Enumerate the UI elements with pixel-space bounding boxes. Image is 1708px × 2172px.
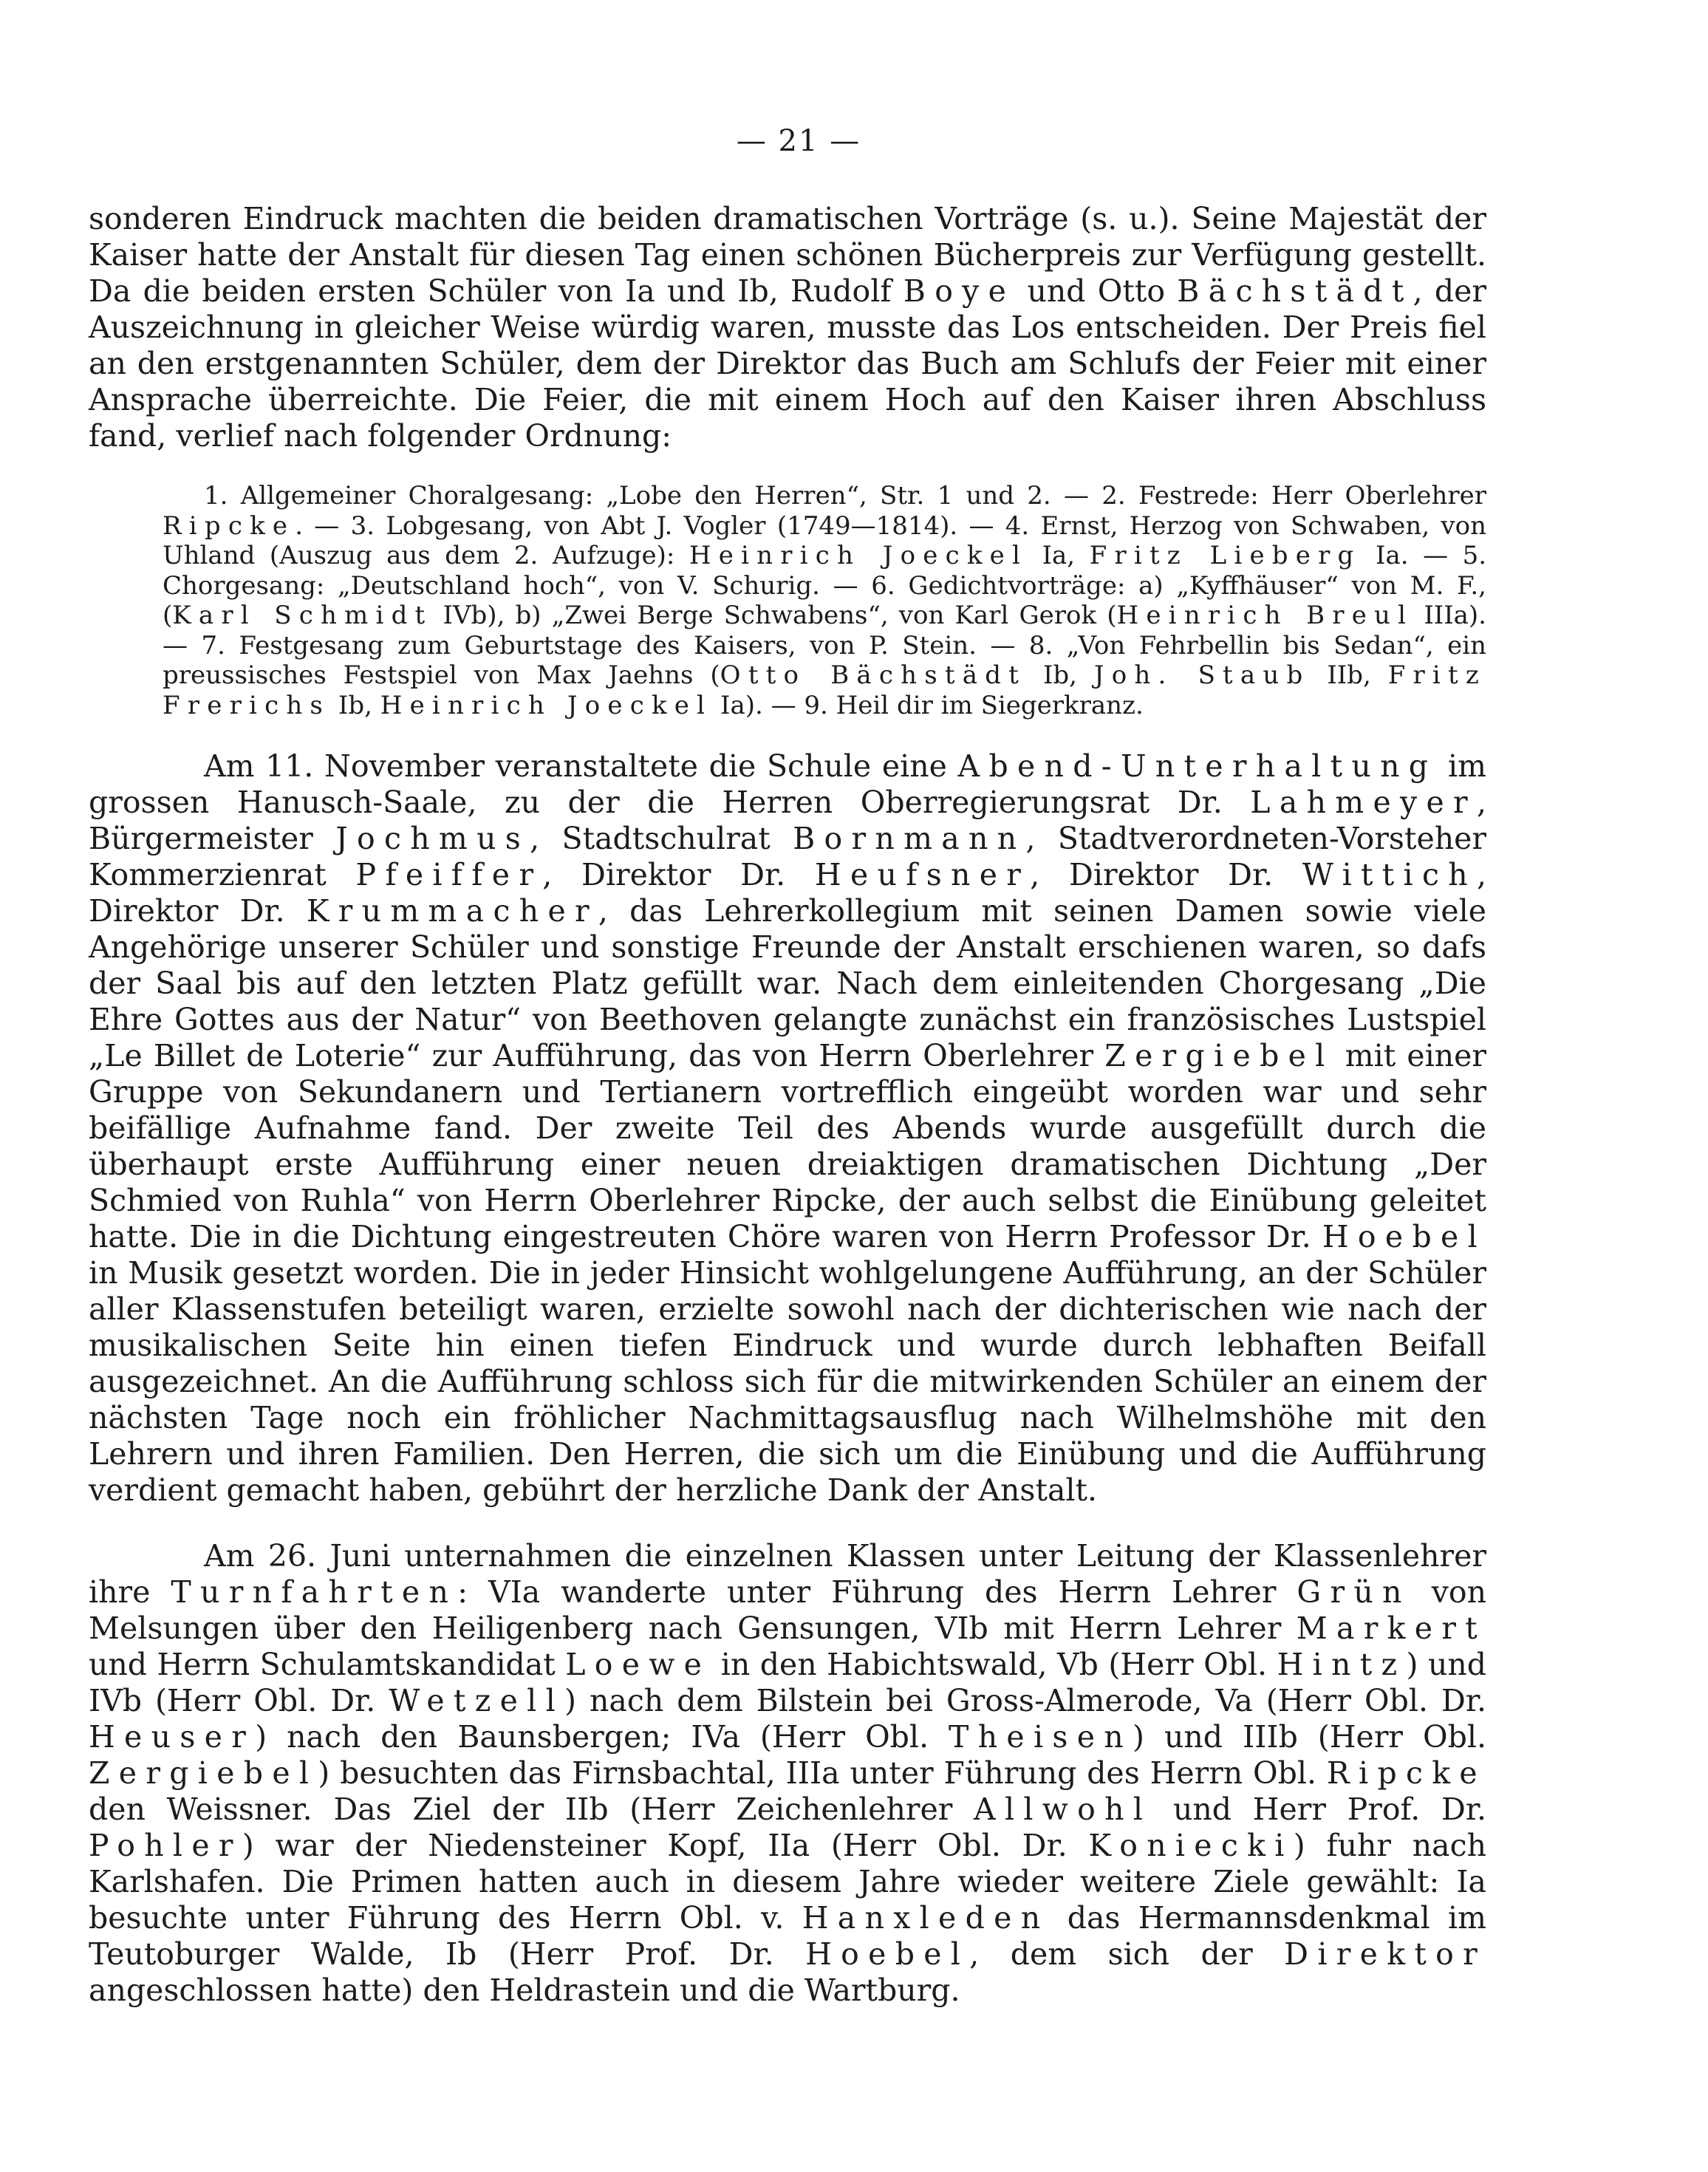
spaced-name: Hoebel [1322, 1219, 1486, 1254]
spaced-name: Zergiebel [89, 1755, 318, 1791]
spaced-name: Heufsner [814, 857, 1031, 892]
spaced-name: Heuser [89, 1719, 256, 1755]
spaced-name: Abend-Unterhaltung [957, 748, 1438, 784]
spaced-name: Bornmann [793, 821, 1026, 856]
spaced-name: Lahmeyer [1250, 785, 1477, 820]
intro-paragraph: sonderen Eindruck machten die beiden dramatischen Vorträge (s. u.). Seine Majestät der Kaiser hatte der Anstalt für diesen Tag einen schönen Bücherpreis zur Verfügung gestellt. Da die beiden ersten Schüler von Ia und Ib, Rudolf Boye und Otto Bächstädt, der Auszeichnung in gleicher Weise würdig waren, musste das Los entscheiden. Der Preis fiel an den erstgenannten Schüler, dem der Direktor das Buch am Schlufs der Feier mit einer Ansprache überreichte. Die Feier, die mit einem Hoch auf den Kaiser ihren Abschluss fand, verlief nach folgender Ordnung: [89, 201, 1486, 454]
november-paragraph: Am 11. November veranstaltete die Schule eine Abend-Unterhaltung im grossen Hanusch-Saale, zu der die Herren Oberregierungsrat Dr. Lahmeyer, Bürgermeister Jochmus, Stadtschulrat Bornmann, Stadtverordneten-Vorsteher Kommerzienrat Pfeiffer, Direktor Dr. Heufsner, Direktor Dr. Wittich, Direktor Dr. Krummacher, das Lehrerkollegium mit seinen Damen sowie viele Angehörige unserer Schüler und sonstige Freunde der Anstalt erschienen waren, so dafs der Saal bis auf den letzten Platz gefüllt war. Nach dem einleitenden Chorgesang „Die Ehre Gottes aus der Natur“ von Beethoven gelangte zunächst ein französisches Lustspiel „Le Billet de Loterie“ zur Aufführung, das von Herrn Oberlehrer Zergiebel mit einer Gruppe von Sekundanern und Tertianern vortrefflich eingeübt worden war und sehr beifällige Aufnahme fand. Der zweite Teil des Abends wurde ausgefüllt durch die überhaupt erste Aufführung einer neuen dreiaktigen dramatischen Dichtung „Der Schmied von Ruhla“ von Herrn Oberlehrer Ripcke, der auch selbst die Einübung geleitet hatte. Die in die Dichtung eingestreuten Chöre waren von Herrn Professor Dr. Hoebel in Musik gesetzt worden. Die in jeder Hinsicht wohlgelungene Aufführung, an der Schüler aller Klassenstufen beteiligt waren, erzielte sowohl nach der dichterischen wie nach der musikalischen Seite hin einen tiefen Eindruck und wurde durch lebhaften Beifall ausgezeichnet. An die Aufführung schloss sich für die mitwirkenden Schüler an einem der nächsten Tage noch ein fröhlicher Nachmittagsausflug nach Wilhelmshöhe mit den Lehrern und ihren Familien. Den Herren, die sich um die Einübung und die Aufführung verdient gemacht haben, gebührt der herzliche Dank der Anstalt. [89, 748, 1486, 1508]
spaced-name: Fritz Lieberg [1089, 541, 1362, 570]
spaced-name: Joh. Staub [1093, 660, 1311, 690]
spaced-name: Wittich [1302, 857, 1477, 892]
spaced-name: Direktor [1284, 1936, 1486, 1972]
spaced-name: Fritz Frerichs [163, 660, 1486, 720]
spaced-name: Krummacher [306, 893, 598, 929]
spaced-name: Hintz [1277, 1647, 1407, 1682]
spaced-name: Ripcke [1326, 1755, 1486, 1791]
spaced-name: Jochmus [335, 821, 530, 856]
june-paragraph: Am 26. Juni unternahmen die einzelnen Klassen unter Leitung der Klassenlehrer ihre Turnfahrten: VIa wanderte unter Führung des Herrn Lehrer Grün von Melsungen über den Heiligenberg nach Gensungen, VIb mit Herrn Lehrer Markert und Herrn Schulamtskandidat Loewe in den Habichtswald, Vb (Herr Obl. Hintz) und IVb (Herr Obl. Dr. Wetzell) nach dem Bilstein bei Gross-Almerode, Va (Herr Obl. Dr. Heuser) nach den Baunsbergen; IVa (Herr Obl. Theisen) und IIIb (Herr Obl. Zergiebel) besuchten das Firnsbachtal, IIIa unter Führung des Herrn Obl. Ripcke den Weissner. Das Ziel der IIb (Herr Zeichenlehrer Allwohl und Herr Prof. Dr. Pohler) war der Niedensteiner Kopf, IIa (Herr Obl. Dr. Koniecki) fuhr nach Karlshafen. Die Primen hatten auch in diesem Jahre wieder weitere Ziele gewählt: Ia besuchte unter Führung des Herrn Obl. v. Hanxleden das Hermannsdenkmal im Teutoburger Walde, Ib (Herr Prof. Dr. Hoebel, dem sich der Direktor angeschlossen hatte) den Heldrastein und die Wartburg. [89, 1538, 1487, 2008]
ceremony-program: 1. Allgemeiner Choralgesang: „Lobe den Herren“, Str. 1 und 2. — 2. Festrede: Herr Oberlehrer Ripcke. — 3. Lobgesang, von Abt J. Vogler (1749—1814). — 4. Ernst, Herzog von Schwaben, von Uhland (Auszug aus dem 2. Aufzuge): Heinrich Joeckel Ia, Fritz Lieberg Ia. — 5. Chorgesang: „Deutschland hoch“, von V. Schurig. — 6. Gedichtvorträge: a) „Kyffhäuser“ von M. F., (Karl Schmidt IVb), b) „Zwei Berge Schwabens“, von Karl Gerok (Heinrich Breul IIIa). — 7. Festgesang zum Geburtstage des Kaisers, von P. Stein. — 8. „Von Fehrbellin bis Sedan“, ein preussisches Festspiel von Max Jaehns (Otto Bächstädt Ib, Joh. Staub IIb, Fritz Frerichs Ib, Heinrich Joeckel Ia). — 9. Heil dir im Siegerkranz. [163, 481, 1487, 720]
spaced-name: Pohler [89, 1828, 242, 1863]
spaced-name: Markert [1296, 1611, 1486, 1646]
spaced-name: Ripcke [163, 510, 296, 541]
page-number: — 21 — [736, 124, 861, 158]
spaced-name: Pfeiffer [355, 857, 543, 892]
spaced-name: Boye [903, 273, 1016, 309]
spaced-name: Heinrich Joeckel [380, 690, 713, 720]
spaced-name: Grün [1297, 1574, 1411, 1610]
spaced-name: Wetzell [389, 1683, 564, 1718]
spaced-name: Otto Bächstädt [720, 660, 1027, 690]
spaced-name: Loewe [565, 1647, 711, 1682]
spaced-name: Heinrich Breul [1116, 601, 1414, 630]
spaced-name: Theisen [949, 1719, 1133, 1755]
spaced-name: Hoebel [805, 1936, 970, 1972]
spaced-name: Koniecki [1088, 1828, 1294, 1863]
spaced-name: Karl Schmidt [172, 601, 433, 630]
spaced-name: Allwohl [974, 1792, 1152, 1827]
spaced-name: Heinrich Joeckel [689, 541, 1028, 570]
spaced-name: Zergiebel [1104, 1038, 1334, 1073]
spaced-name: Turnfahrten [171, 1574, 458, 1610]
spaced-name: Bächstädt [1177, 273, 1413, 309]
spaced-name: Hanxleden [802, 1900, 1050, 1936]
